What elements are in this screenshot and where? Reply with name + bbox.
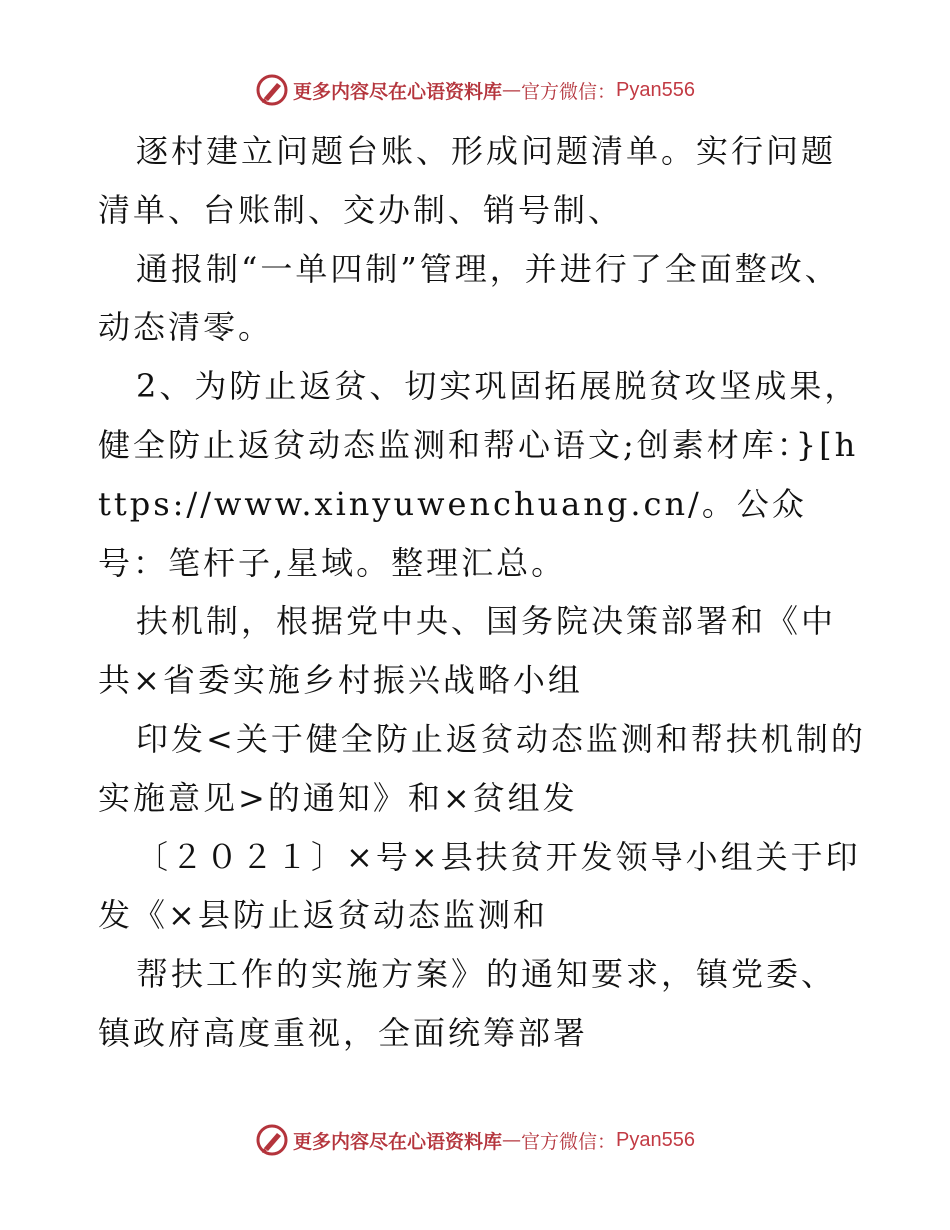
header-banner-wechat-id: Pyan556	[616, 78, 695, 101]
paragraph: 扶机制，根据党中央、国务院决策部署和《中共×省委实施乡村振兴战略小组	[98, 602, 837, 700]
pen-logo-icon	[255, 73, 289, 107]
footer-banner-separator: —	[502, 1129, 522, 1151]
header-banner-separator: —	[502, 79, 522, 101]
paragraph: 帮扶工作的实施方案》的通知要求，镇党委、镇政府高度重视，全面统筹部署	[98, 955, 837, 1052]
footer-banner-main: 更多内容尽在心语资料库	[293, 1130, 503, 1153]
header-banner-label: 官方微信：	[521, 80, 617, 103]
paragraph: 〔２０２１〕×号×县扶贫开发领导小组关于印发《×县防止返贫动态监测和	[98, 837, 861, 935]
footer-banner-text	[293, 1127, 695, 1154]
footer-banner-label: 官方微信：	[521, 1130, 617, 1153]
header-banner-text	[293, 77, 695, 104]
document-body	[98, 122, 868, 1063]
header-banner	[0, 70, 950, 110]
pen-logo-icon	[255, 1123, 289, 1157]
header-banner-main: 更多内容尽在心语资料库	[293, 80, 503, 103]
footer-banner	[0, 1120, 950, 1160]
paragraph: 2、为防止返贫、切实巩固拓展脱贫攻坚成果，健全防止返贫动态监测和帮心语文;创素材库：}[https://www.xinyuwenchuang.cn/。公众号：笔杆子,星域。整理汇总。	[98, 367, 860, 582]
paragraph: 通报制“一单四制”管理，并进行了全面整改、动态清零。	[98, 249, 840, 347]
footer-banner-wechat-id: Pyan556	[616, 1128, 695, 1151]
paragraph: 印发<关于健全防止返贫动态监测和帮扶机制的实施意见>的通知》和×贫组发	[98, 719, 866, 817]
paragraph: 逐村建立问题台账、形成问题清单。实行问题清单、台账制、交办制、销号制、	[98, 132, 837, 229]
